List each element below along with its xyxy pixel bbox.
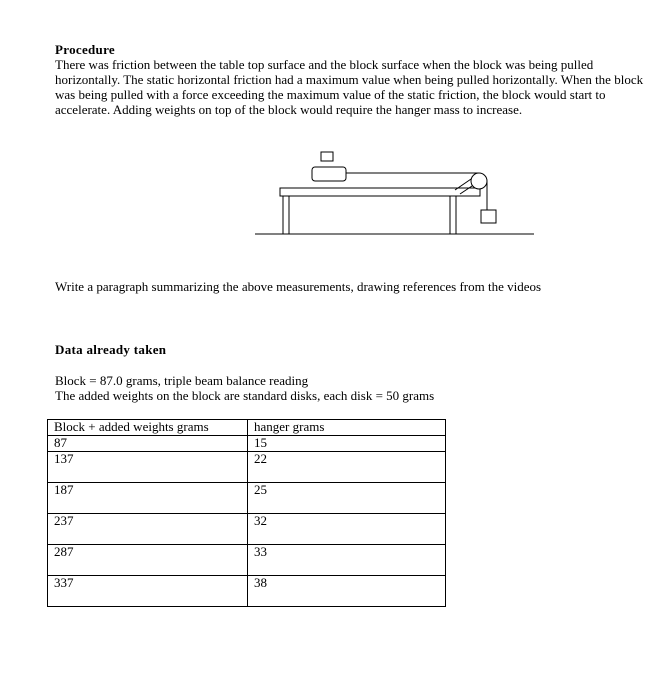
table-row <box>48 452 446 483</box>
table-row <box>48 576 446 607</box>
data-table <box>47 419 446 607</box>
table-row <box>48 483 446 514</box>
table-top <box>280 188 480 196</box>
table-cell-hanger: 38 <box>248 576 446 607</box>
table-cell-block: 287 <box>48 545 248 576</box>
table-cell-block: 237 <box>48 514 248 545</box>
table-cell-block: 137 <box>48 452 248 483</box>
table-header-hanger: hanger grams <box>248 420 446 436</box>
instruction-text: Write a paragraph summarizing the above measurements, drawing references from the videos <box>55 279 542 294</box>
table-row <box>48 514 446 545</box>
procedure-heading: Procedure <box>55 42 115 57</box>
table-cell-hanger: 15 <box>248 436 446 452</box>
data-heading: Data already taken <box>55 342 167 357</box>
table-cell-hanger: 32 <box>248 514 446 545</box>
table-header-block: Block + added weights grams <box>48 420 248 436</box>
pulley <box>471 173 487 189</box>
hanger-mass <box>481 210 496 223</box>
disk-mass-line: The added weights on the block are standard disks, each disk = 50 grams <box>55 388 435 403</box>
table-cell-block: 187 <box>48 483 248 514</box>
table-cell-hanger: 22 <box>248 452 446 483</box>
friction-apparatus-diagram <box>250 145 540 237</box>
block-mass-line: Block = 87.0 grams, triple beam balance reading <box>55 373 309 388</box>
table-cell-block: 87 <box>48 436 248 452</box>
table-header-row <box>48 420 446 436</box>
table-cell-block: 337 <box>48 576 248 607</box>
table-row <box>48 436 446 452</box>
table-cell-hanger: 33 <box>248 545 446 576</box>
table-row <box>48 545 446 576</box>
table-cell-hanger: 25 <box>248 483 446 514</box>
procedure-text: There was friction between the table top surface and the block surface when the block was being pulled horizontally. The static horizontal friction had a maximum value when being pulled horizontally. When the block was being pulled with a force exceeding the maximum value of the static friction, the block would start to accelerate. Adding weights on top of the block would require the hanger mass to increase. <box>55 57 644 117</box>
block <box>312 167 346 181</box>
weight-disk <box>321 152 333 161</box>
